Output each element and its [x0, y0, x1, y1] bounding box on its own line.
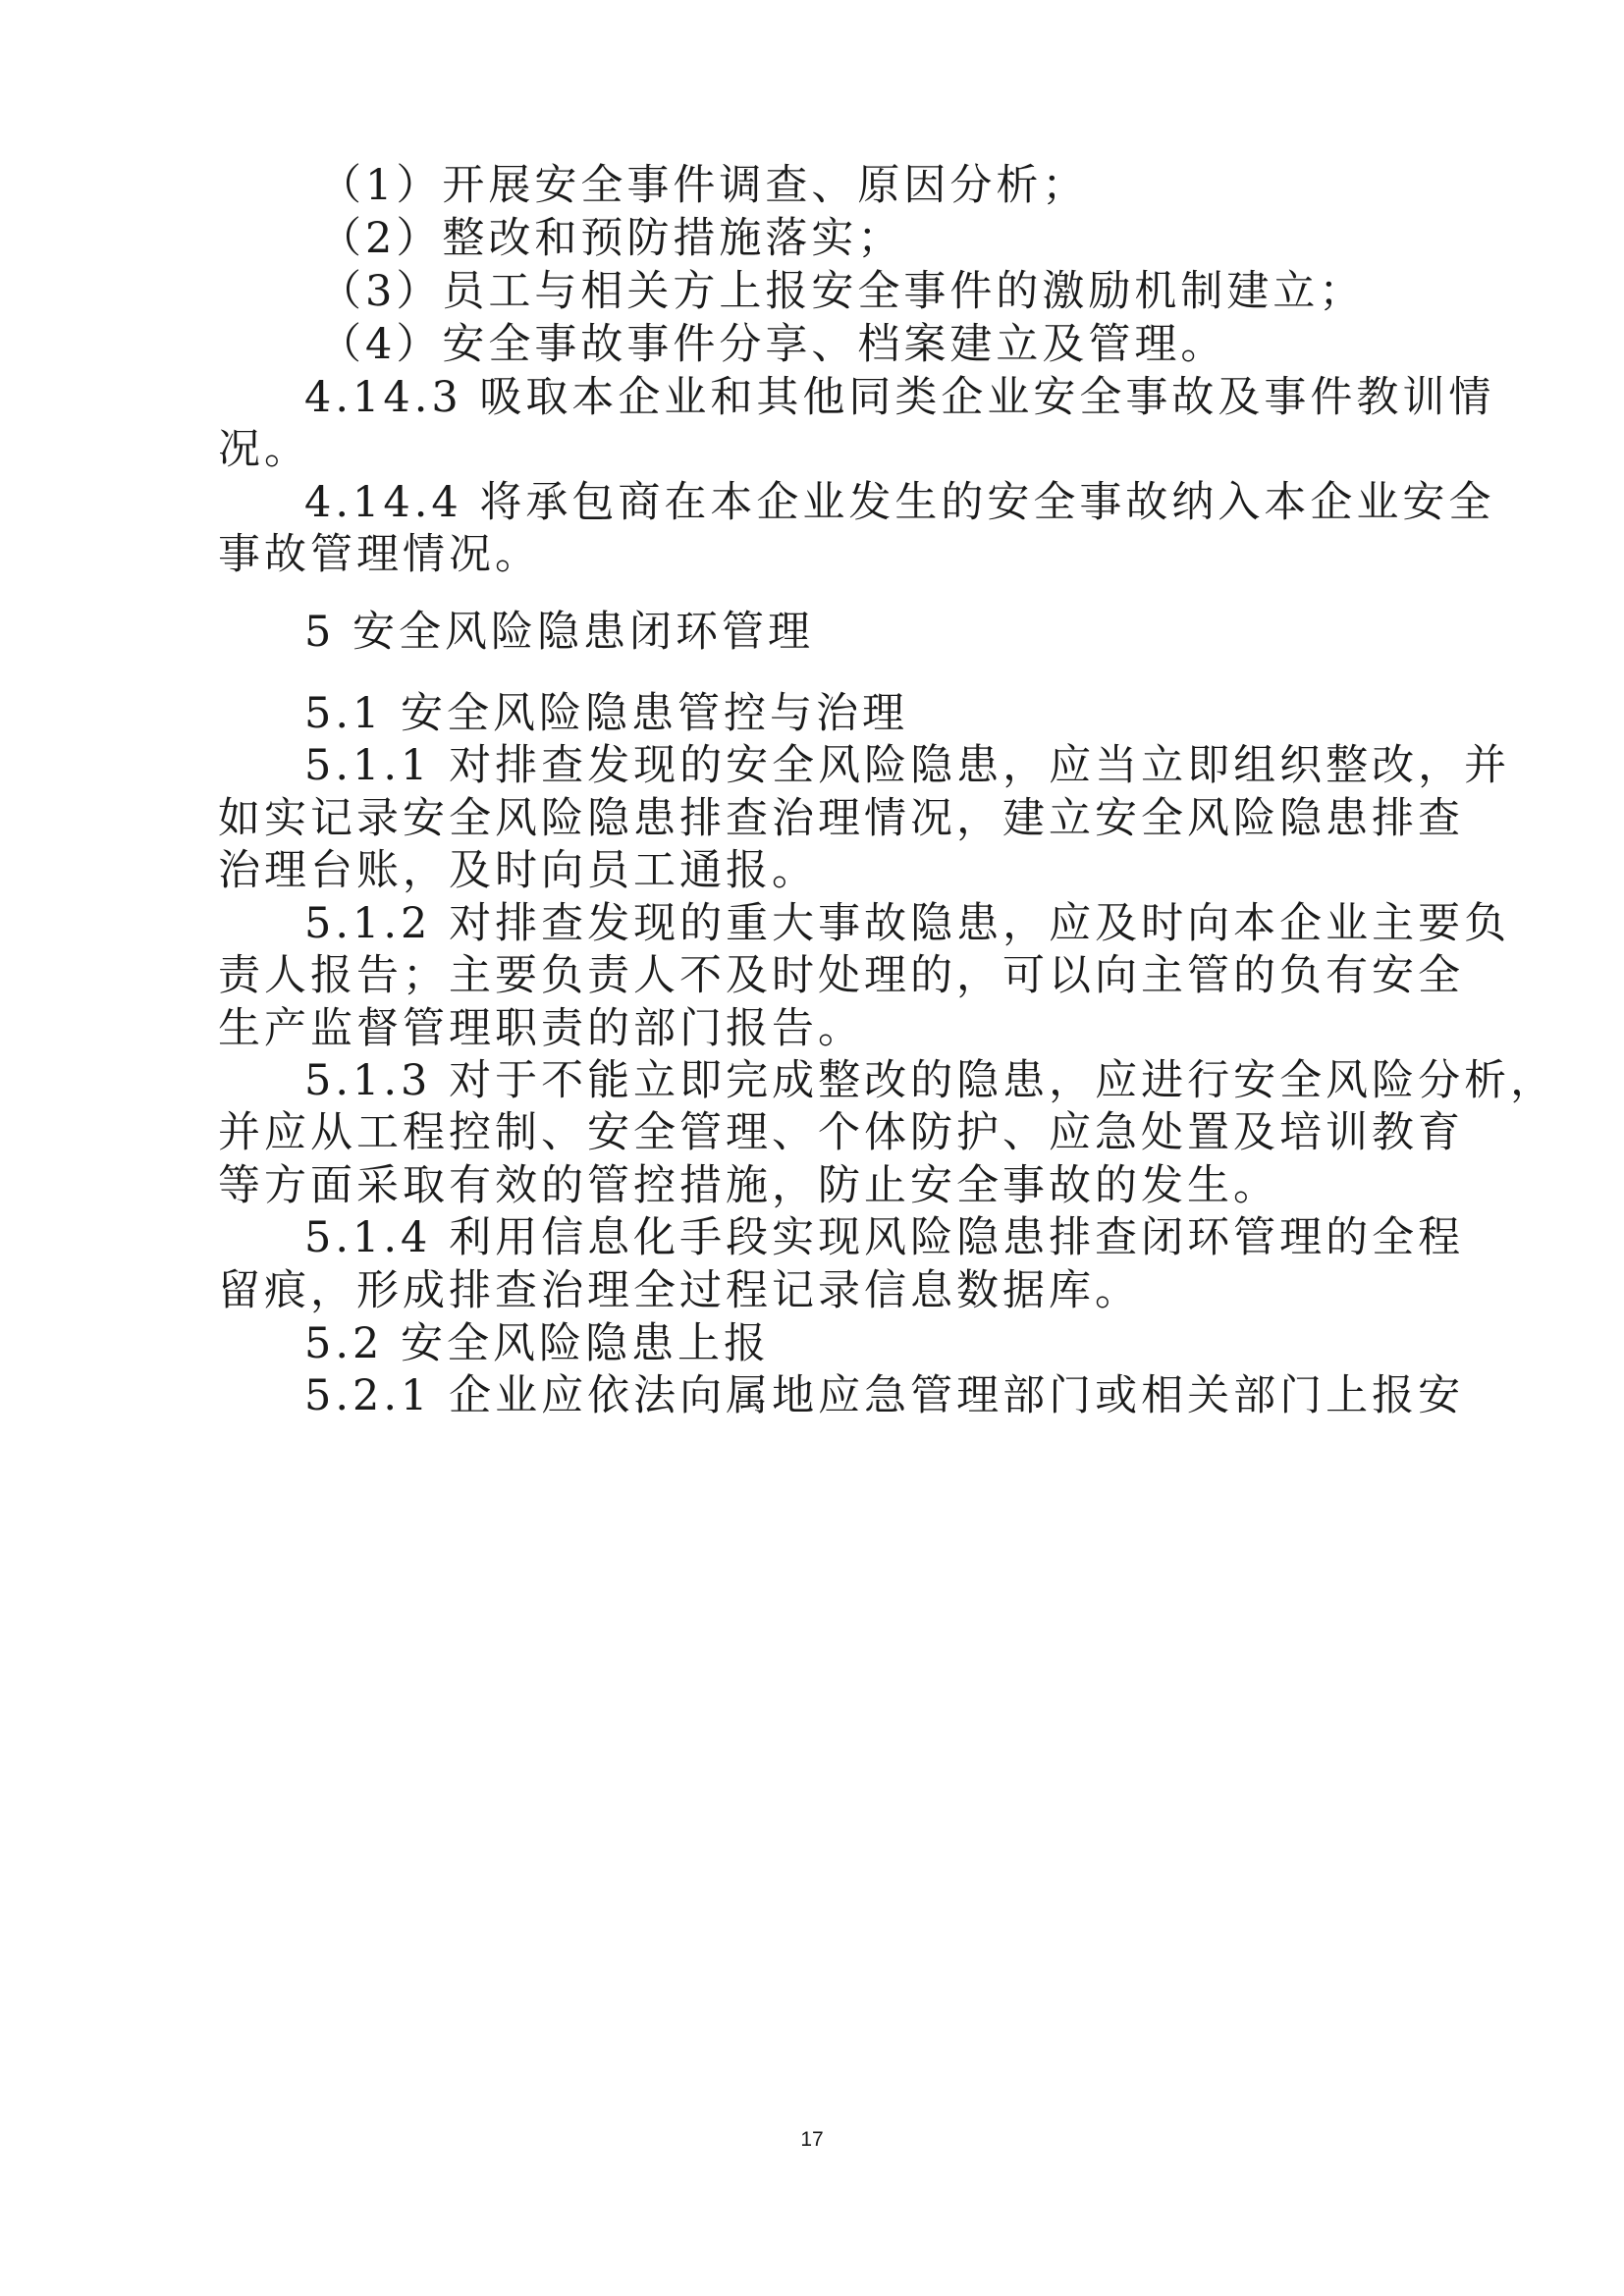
- paragraph-line: 况。: [218, 425, 310, 474]
- paragraph-line: 留痕，形成排查治理全过程记录信息数据库。: [218, 1266, 1141, 1315]
- page-number: 17: [800, 2128, 824, 2151]
- paragraph-line: 并应从工程控制、安全管理、个体防护、应急处置及培训教育: [218, 1108, 1464, 1157]
- paragraph-line: 等方面采取有效的管控措施，防止安全事故的发生。: [218, 1161, 1279, 1210]
- list-item: （3）员工与相关方上报安全事件的激励机制建立；: [319, 267, 1366, 316]
- section-heading: 5 安全风险隐患闭环管理: [304, 608, 815, 657]
- subsection-heading: 5.2 安全风险隐患上报: [304, 1319, 771, 1368]
- list-item: （4）安全事故事件分享、档案建立及管理。: [319, 320, 1227, 369]
- paragraph-line: 5.1.2 对排查发现的重大事故隐患，应及时向本企业主要负: [304, 899, 1511, 948]
- paragraph-line: 4.14.3 吸取本企业和其他同类企业安全事故及事件教训情: [304, 373, 1495, 422]
- subsection-heading: 5.1 安全风险隐患管控与治理: [304, 689, 909, 738]
- paragraph-line: 生产监督管理职责的部门报告。: [218, 1004, 864, 1053]
- paragraph-line: 5.1.3 对于不能立即完成整改的隐患，应进行安全风险分析，: [304, 1056, 1557, 1105]
- list-item: （1）开展安全事件调查、原因分析；: [319, 161, 1089, 210]
- paragraph-line: 事故管理情况。: [218, 530, 541, 579]
- paragraph-line: 4.14.4 将承包商在本企业发生的安全事故纳入本企业安全: [304, 478, 1495, 527]
- paragraph-line: 责人报告；主要负责人不及时处理的，可以向主管的负有安全: [218, 951, 1464, 1000]
- paragraph-line: 5.1.4 利用信息化手段实现风险隐患排查闭环管理的全程: [304, 1213, 1465, 1262]
- list-item: （2）整改和预防措施落实；: [319, 214, 904, 263]
- paragraph-line: 如实记录安全风险隐患排查治理情况，建立安全风险隐患排查: [218, 794, 1464, 843]
- paragraph-line: 5.2.1 企业应依法向属地应急管理部门或相关部门上报安: [304, 1371, 1465, 1420]
- paragraph-line: 治理台账，及时向员工通报。: [218, 846, 818, 895]
- paragraph-line: 5.1.1 对排查发现的安全风险隐患，应当立即组织整改，并: [304, 741, 1511, 790]
